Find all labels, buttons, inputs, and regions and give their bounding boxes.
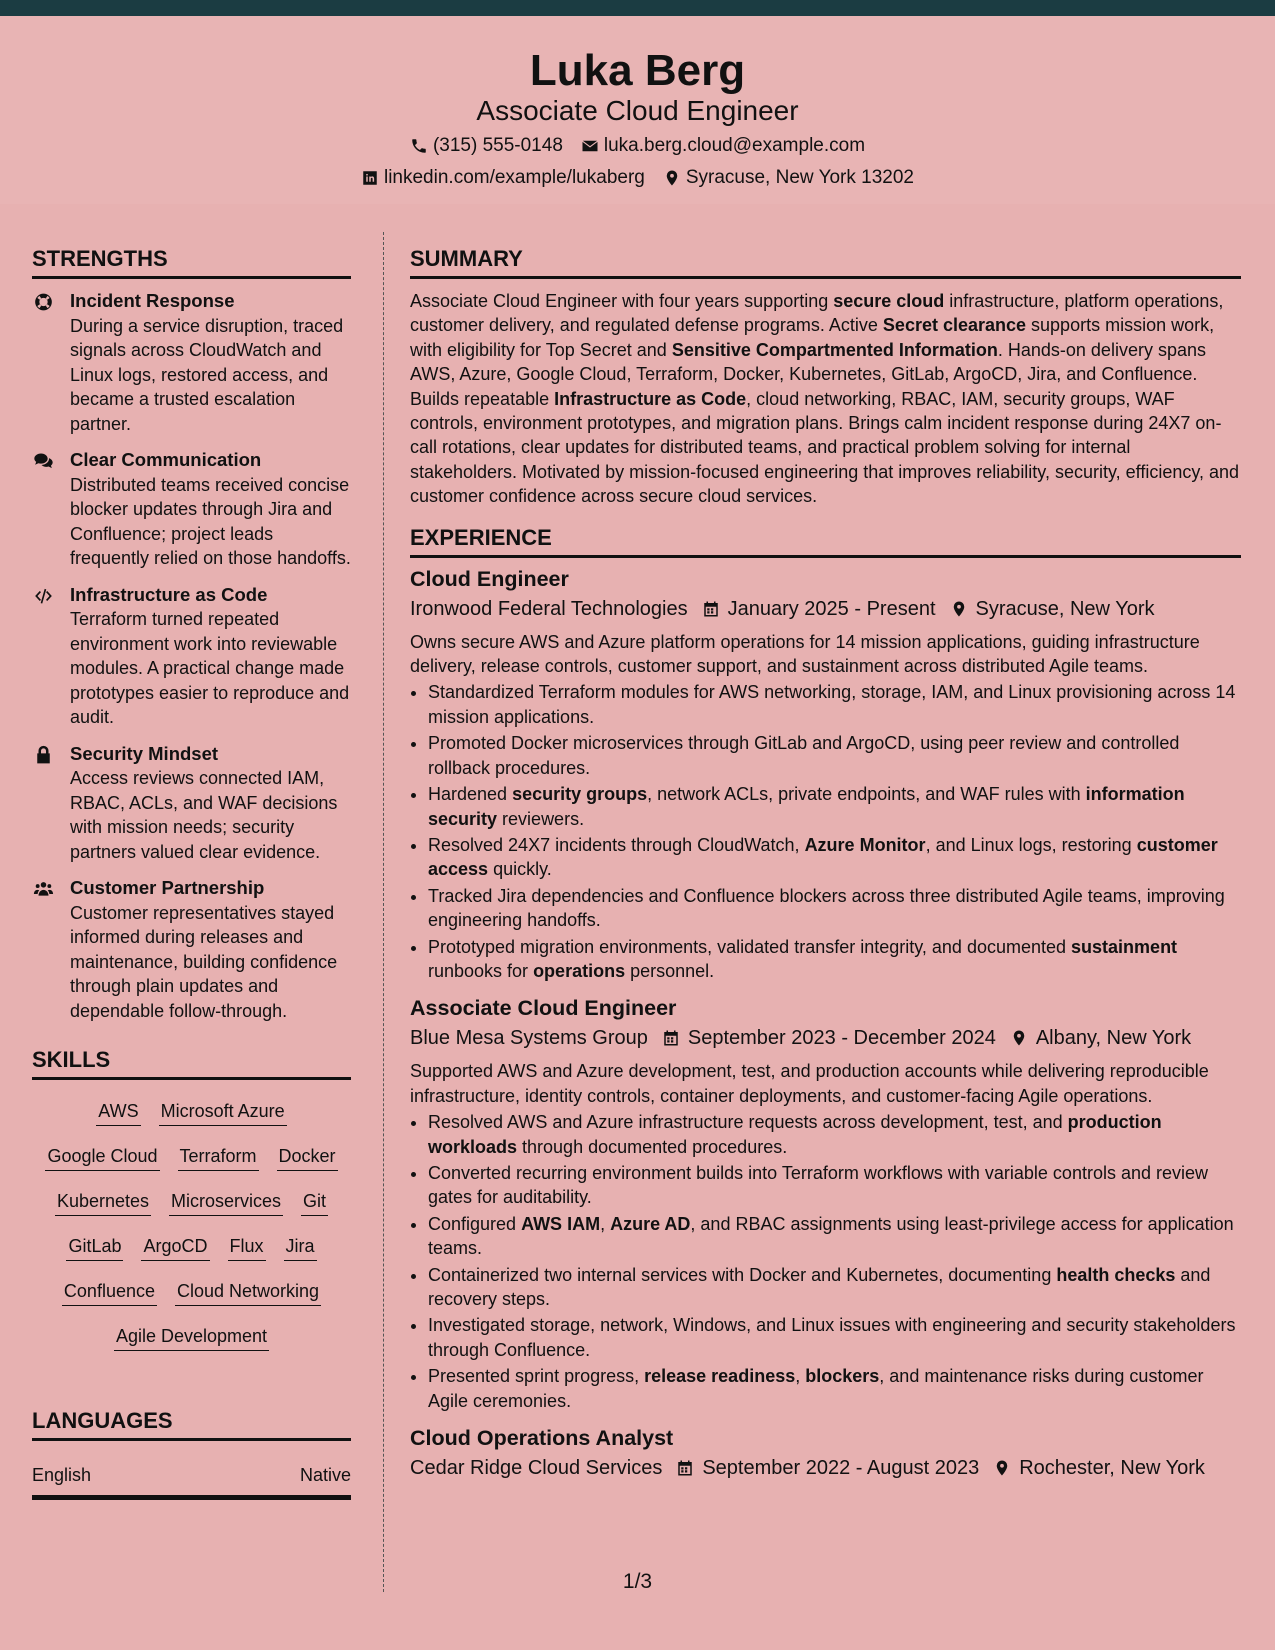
email-text[interactable]: luka.berg.cloud@example.com xyxy=(603,135,866,156)
location-item xyxy=(663,166,914,190)
strength-item xyxy=(32,289,351,436)
languages-list xyxy=(32,1463,351,1500)
strength-name: Security Mindset xyxy=(70,742,219,764)
skill-tag: Microservices xyxy=(169,1189,283,1216)
job-dates-text: September 2022 - August 2023 xyxy=(702,1457,980,1480)
job-bullet: • Resolved AWS and Azure infrastructure requests across development, test, and production workloads through documented procedures. xyxy=(428,1110,1241,1159)
company-name: Ironwood Federal Technologies xyxy=(410,597,688,620)
map-marker-icon xyxy=(993,1458,1011,1478)
skill-tag: Kubernetes xyxy=(55,1189,151,1216)
job-dates xyxy=(662,1023,996,1053)
right-column xyxy=(410,244,1241,1483)
job-bullet: • Presented sprint progress, release readiness, blockers, and maintenance risks during customer Agile ceremonies. xyxy=(428,1364,1241,1413)
job-meta xyxy=(410,594,1241,624)
skill-tag: Agile Development xyxy=(114,1324,269,1351)
strength-description: Terraform turned repeated environment work into reviewable modules. A practical change made prototypes easier to reproduce and audit. xyxy=(70,609,350,727)
top-accent-bar xyxy=(0,0,1275,16)
skills-row xyxy=(32,1090,351,1135)
column-divider xyxy=(383,232,384,1592)
job-dates xyxy=(676,1453,979,1483)
job-location-text: Rochester, New York xyxy=(1019,1457,1205,1480)
comments-icon xyxy=(32,451,55,471)
candidate-title: Associate Cloud Engineer xyxy=(476,95,799,126)
map-marker-icon xyxy=(663,169,681,187)
job-description: Supported AWS and Azure development, test, and production accounts while delivering reproducible infrastructure, identity controls, container deployments, and customer-facing Agile operations. xyxy=(410,1061,1209,1106)
users-icon xyxy=(32,879,55,899)
page-indicator: 1/3 xyxy=(622,1570,653,1593)
location-text: Syracuse, New York 13202 xyxy=(685,167,914,188)
skill-tag: GitLab xyxy=(66,1234,123,1261)
calendar-icon xyxy=(662,1028,680,1048)
linkedin-text[interactable]: linkedin.com/example/lukaberg xyxy=(383,167,645,188)
experience-list xyxy=(410,564,1241,1483)
strength-name: Clear Communication xyxy=(70,449,262,470)
experience-heading: EXPERIENCE xyxy=(410,523,1241,558)
linkedin-icon xyxy=(361,169,379,187)
skills-row xyxy=(32,1225,351,1270)
summary-text: Associate Cloud Engineer with four years supporting secure cloud infrastructure, platform operations, customer delivery, and regulated defense programs. Active Secret clearance supports mission work, with eligibility for Top Secret and Sensitive Compartmented Information. Hands-on delivery spans AWS, Azure, Google Cloud, Terraform, Docker, Kubernetes, GitLab, ArgoCD, Jira, and Confluence. Builds repeatable Infrastructure as Code, cloud networking, RBAC, IAM, security groups, WAF controls, environment prototypes, and migration plans. Brings calm incident response during 24X7 on-call rotations, clear updates for distributed teams, and practical problem solving for internal stakeholders. Motivated by mission-focused engineering that improves reliability, security, efficiency, and customer confidence across secure cloud services. xyxy=(410,291,1240,507)
job-bullet: • Promoted Docker microservices through GitLab and ArgoCD, using peer review and controlled rollback procedures. xyxy=(428,731,1241,780)
skill-tag: Cloud Networking xyxy=(175,1279,321,1306)
skills-heading: SKILLS xyxy=(32,1045,351,1080)
job-description: Owns secure AWS and Azure platform operations for 14 mission applications, guiding infrastructure delivery, release controls, customer support, and sustainment across distributed Agile teams. xyxy=(410,631,1200,677)
skills-row xyxy=(32,1135,351,1180)
skills-row xyxy=(32,1270,351,1315)
job-dates-text: September 2023 - December 2024 xyxy=(687,1027,996,1050)
skill-tag: Google Cloud xyxy=(45,1144,159,1171)
calendar-icon xyxy=(676,1458,694,1478)
language-row xyxy=(32,1463,351,1500)
languages-heading: LANGUAGES xyxy=(32,1406,351,1441)
skill-tag: Jira xyxy=(284,1234,317,1261)
job-bullet: • Standardized Terraform modules for AWS networking, storage, IAM, and Linux provisioning across 14 mission applications. xyxy=(428,680,1241,729)
strength-item xyxy=(32,448,351,571)
summary-heading: SUMMARY xyxy=(410,244,1241,279)
job-entry xyxy=(410,564,1241,984)
job-location xyxy=(993,1453,1205,1483)
skill-tag: Flux xyxy=(228,1234,266,1261)
skills-row xyxy=(32,1180,351,1225)
job-meta xyxy=(410,1023,1241,1053)
job-entry xyxy=(410,993,1241,1413)
skill-tag: Git xyxy=(301,1189,328,1216)
candidate-name: Luka Berg xyxy=(529,46,746,95)
job-location xyxy=(950,594,1155,624)
map-marker-icon xyxy=(1010,1028,1028,1048)
skill-tag: Confluence xyxy=(62,1279,157,1306)
skill-tag: Terraform xyxy=(178,1144,259,1171)
strength-description: Customer representatives stayed informed during releases and maintenance, building confidence through plain updates and dependable follow-through. xyxy=(70,902,338,1021)
job-bullet: • Investigated storage, network, Windows, and Linux issues with engineering and security stakeholders through Confluence. xyxy=(428,1313,1241,1362)
job-bullets xyxy=(410,680,1241,983)
job-location-text: Albany, New York xyxy=(1035,1027,1192,1050)
company-name: Blue Mesa Systems Group xyxy=(410,1027,648,1050)
job-bullets xyxy=(410,1110,1241,1413)
skills-row xyxy=(32,1315,351,1360)
job-location xyxy=(1010,1023,1191,1053)
life-ring-icon xyxy=(32,292,55,312)
map-marker-icon xyxy=(950,599,968,619)
code-icon xyxy=(32,586,55,606)
language-name: English xyxy=(32,1465,92,1485)
job-bullet: • Resolved 24X7 incidents through CloudWatch, Azure Monitor, and Linux logs, restoring customer access quickly. xyxy=(428,833,1241,882)
job-location-text: Syracuse, New York xyxy=(975,597,1155,620)
job-dates-text: January 2025 - Present xyxy=(727,597,936,620)
language-level: Native xyxy=(299,1465,351,1485)
skill-tag: Docker xyxy=(277,1144,338,1171)
job-bullet: • Containerized two internal services with Docker and Kubernetes, documenting health checks and recovery steps. xyxy=(428,1263,1241,1312)
skill-tag: AWS xyxy=(96,1099,140,1126)
job-title: Associate Cloud Engineer xyxy=(410,996,677,1021)
left-column xyxy=(32,244,351,1500)
phone-text: (315) 555-0148 xyxy=(432,135,563,156)
skills-list xyxy=(32,1090,351,1360)
contact-row xyxy=(0,134,1275,158)
calendar-icon xyxy=(702,599,720,619)
strength-item xyxy=(32,742,351,865)
strength-item xyxy=(32,876,351,1023)
strengths-heading: STRENGTHS xyxy=(32,244,351,279)
lock-icon xyxy=(32,745,55,765)
job-title: Cloud Engineer xyxy=(410,566,569,591)
job-bullet: • Configured AWS IAM, Azure AD, and RBAC assignments using least-privilege access for application teams. xyxy=(428,1212,1241,1261)
phone-item xyxy=(410,134,563,158)
job-meta xyxy=(410,1453,1241,1483)
strength-name: Incident Response xyxy=(70,290,235,311)
strength-name: Infrastructure as Code xyxy=(70,583,268,605)
job-title: Cloud Operations Analyst xyxy=(410,1426,674,1451)
job-bullet: • Hardened security groups, network ACLs, private endpoints, and WAF rules with information security reviewers. xyxy=(428,782,1241,831)
strength-description: During a service disruption, traced signals across CloudWatch and Linux logs, restored access, and became a trusted escalation partner. xyxy=(70,315,344,434)
job-bullet: • Tracked Jira dependencies and Confluence blockers across three distributed Agile teams, improving engineering handoffs. xyxy=(428,884,1241,933)
strength-item xyxy=(32,583,351,730)
resume-header xyxy=(0,16,1275,204)
linkedin-item[interactable] xyxy=(361,166,645,190)
job-bullet: • Converted recurring environment builds into Terraform workflows with variable controls and review gates for auditability. xyxy=(428,1161,1241,1210)
envelope-icon xyxy=(581,137,599,155)
company-name: Cedar Ridge Cloud Services xyxy=(410,1457,663,1480)
skill-tag: Microsoft Azure xyxy=(159,1099,287,1126)
job-dates xyxy=(702,594,936,624)
contact-row xyxy=(0,166,1275,190)
strength-description: Access reviews connected IAM, RBAC, ACLs, and WAF decisions with mission needs; security partners valued clear evidence. xyxy=(70,768,338,862)
email-item[interactable] xyxy=(581,134,865,158)
strength-description: Distributed teams received concise blocker updates through Jira and Confluence; project leads frequently relied on those handoffs. xyxy=(70,474,351,568)
phone-icon xyxy=(410,137,428,155)
job-entry xyxy=(410,1423,1241,1483)
job-bullet: • Prototyped migration environments, validated transfer integrity, and documented sustainment runbooks for operations personnel. xyxy=(428,935,1241,984)
strength-name: Customer Partnership xyxy=(70,877,265,898)
strengths-list xyxy=(32,289,351,1023)
skill-tag: ArgoCD xyxy=(141,1234,209,1261)
